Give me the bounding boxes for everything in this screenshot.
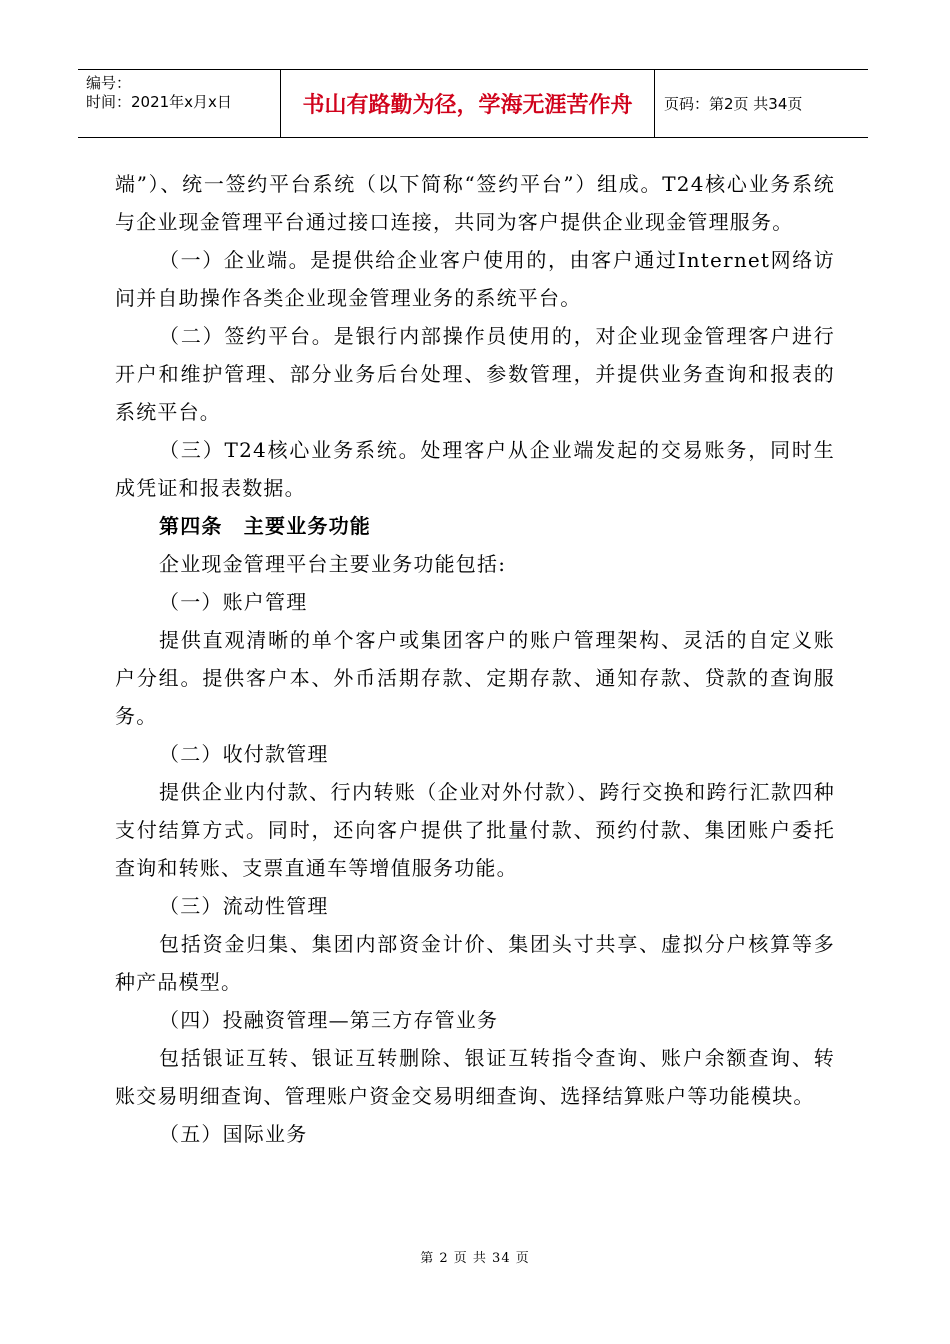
subheading-payment: （二）收付款管理 [159, 742, 329, 766]
paragraph-10: 提供企业内付款、行内转账（企业对外付款）、跨行交换和跨行汇款四种支付结算方式。同时，还向客户提供了批量付款、预约付款、集团账户委托查询和转账、支票直通车等增值服务功能。 [115, 780, 835, 880]
header-meta [78, 70, 281, 137]
paragraph-6: 企业现金管理平台主要业务功能包括: [159, 552, 507, 576]
header-page-info: 页码：第2页 共34页 [664, 95, 803, 113]
paragraph-4: （三）T24核心业务系统。处理客户从企业端发起的交易账务，同时生成凭证和报表数据。 [115, 438, 835, 500]
number-label: 编号： [86, 74, 132, 92]
paragraph-1: 端”）、统一签约平台系统（以下简称“签约平台”）组成。T24核心业务系统与企业现金管理平台通过接口连接，共同为客户提供企业现金管理服务。 [115, 172, 835, 234]
paragraph-8: 提供直观清晰的单个客户或集团客户的账户管理架构、灵活的自定义账户分组。提供客户本、外币活期存款、定期存款、通知存款、贷款的查询服务。 [115, 628, 835, 728]
subheading-international: （五）国际业务 [159, 1122, 308, 1146]
paragraph-12: 包括资金归集、集团内部资金计价、集团头寸共享、虚拟分户核算等多种产品模型。 [115, 932, 835, 994]
page-footer: 第 2 页 共 34 页 [420, 1251, 530, 1266]
subheading-liquidity: （三）流动性管理 [159, 894, 329, 918]
header-motto: 书山有路勤为径，学海无涯苦作舟 [281, 70, 655, 137]
document-header [78, 69, 868, 138]
paragraph-14: 包括银证互转、银证互转删除、银证互转指令查询、账户余额查询、转账交易明细查询、管理账户资金交易明细查询、选择结算账户等功能模块。 [115, 1046, 835, 1108]
time-label: 时间：2021年x月x日 [86, 93, 232, 111]
document-body [115, 165, 835, 1153]
subheading-investment: （四）投融资管理—第三方存管业务 [159, 1008, 499, 1032]
paragraph-3: （二）签约平台。是银行内部操作员使用的，对企业现金管理客户进行开户和维护管理、部分业务后台处理、参数管理，并提供业务查询和报表的系统平台。 [115, 324, 835, 424]
section-heading: 第四条 主要业务功能 [159, 514, 371, 538]
paragraph-2: （一）企业端。是提供给企业客户使用的，由客户通过Internet网络访问并自助操作各类企业现金管理业务的系统平台。 [115, 248, 835, 310]
subheading-account: （一）账户管理 [159, 590, 308, 614]
